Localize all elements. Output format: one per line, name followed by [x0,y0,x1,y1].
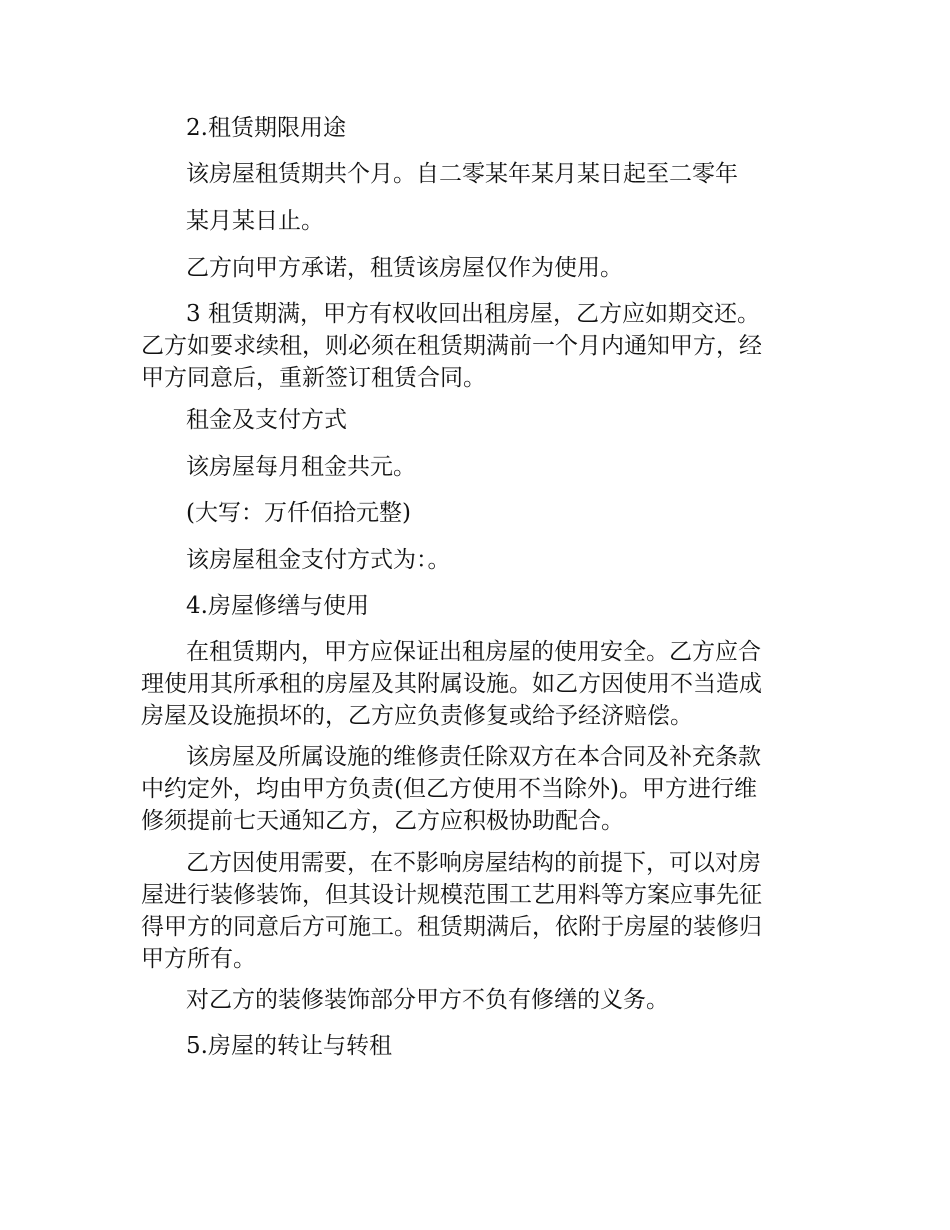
paragraph-line: 得甲方的同意后方可施工。租赁期满后，依附于房屋的装修归 [141,914,762,940]
paragraph-line: 中约定外，均由甲方负责(但乙方使用不当除外)。甲方进行维 [141,776,757,802]
paragraph-renovation [141,847,816,975]
paragraph-line: 甲方同意后，重新签订租赁合同。 [141,365,486,391]
paragraph-line: 3 租赁期满，甲方有权收回出租房屋，乙方应如期交还。 [186,301,760,327]
paragraph-line: 甲方所有。 [141,946,256,972]
paragraph-line: 屋进行装修装饰，但其设计规模范围工艺用料等方案应事先征 [141,882,762,908]
section-heading-transfer [141,1030,816,1062]
section-heading-repair [141,590,816,622]
paragraph-line: 该房屋租金支付方式为：。 [186,547,451,573]
paragraph-line: 对乙方的装修装饰部分甲方不负有修缮的义务。 [186,987,669,1013]
paragraph-lease-expiry [141,298,816,394]
paragraph-line: 该房屋租赁期共个月。自二零某年某月某日起至二零年 [186,161,738,187]
paragraph-line: 乙方向甲方承诺，租赁该房屋仅作为使用。 [186,255,623,281]
paragraph-line: 某月某日止。 [186,208,324,234]
paragraph-line: 乙方如要求续租，则必须在租赁期满前一个月内通知甲方，经 [141,333,762,359]
paragraph-line: 2.租赁期限用途 [186,115,346,141]
paragraph-line: 理使用其所承租的房屋及其附属设施。如乙方因使用不当造成 [141,671,762,697]
paragraph-payment-method [141,544,816,576]
paragraph-line: 4.房屋修缮与使用 [186,593,369,619]
section-heading-rent [141,404,816,436]
paragraph-lease-period [141,158,816,190]
paragraph-line: (大写：万仟佰拾元整) [186,500,411,526]
paragraph-line: 租金及支付方式 [186,407,347,433]
paragraph-line: 该房屋及所属设施的维修责任除双方在本合同及补充条款 [186,744,761,770]
section-heading-lease-term [141,112,816,144]
paragraph-line: 在租赁期内，甲方应保证出租房屋的使用安全。乙方应合 [186,639,761,665]
paragraph-line: 房屋及设施损坏的，乙方应负责修复或给予经济赔偿。 [141,703,693,729]
paragraph-usage-promise [141,252,816,284]
paragraph-line: 该房屋每月租金共元。 [186,454,416,480]
paragraph-maintenance [141,741,816,837]
paragraph-rent-capitalized [141,497,816,529]
paragraph-line: 5.房屋的转让与转租 [186,1033,392,1059]
paragraph-line: 修须提前七天通知乙方，乙方应积极协助配合。 [141,808,624,834]
paragraph-no-repair-duty [141,984,816,1016]
paragraph-lease-period-end [141,205,816,237]
paragraph-monthly-rent [141,451,816,483]
paragraph-line: 乙方因使用需要，在不影响房屋结构的前提下，可以对房 [186,850,761,876]
paragraph-safe-use [141,636,816,732]
